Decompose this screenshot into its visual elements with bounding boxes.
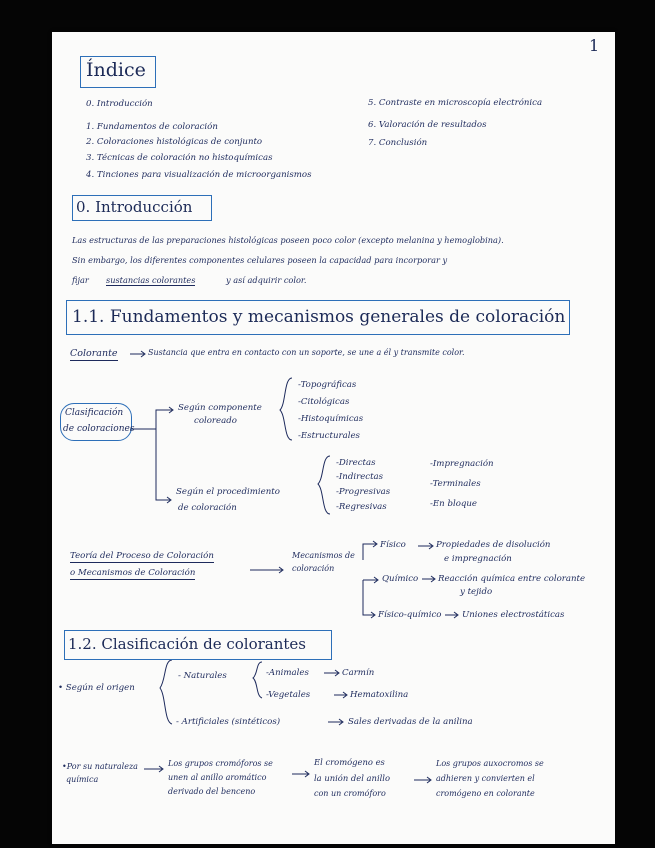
intro-line-3-end: y así adquirir color.	[226, 275, 307, 285]
procedimiento-item: -Regresivas	[336, 502, 387, 512]
colorante-definition: Sustancia que entra en contacto con un soporte, se une a él y transmite color.	[148, 348, 465, 357]
procedimiento-label: de coloración	[178, 503, 237, 513]
teoria-label: o Mecanismos de Coloración	[70, 568, 196, 578]
fisico-result: Propiedades de disolución	[436, 540, 551, 550]
teoria-label: Teoría del Proceso de Coloración	[70, 551, 214, 561]
intro-line-2: Sin embargo, los diferentes componentes celulares poseen la capacidad para incorporar y	[72, 255, 448, 265]
procedimiento-item: -Progresivas	[336, 487, 391, 497]
procedimiento-item: -Indirectas	[336, 472, 384, 482]
fisicoquimico-label: Físico-químico	[378, 610, 442, 620]
notebook-page	[52, 32, 615, 844]
componente-label: Según componente	[178, 403, 262, 413]
carmin-label: Carmín	[342, 668, 375, 678]
section11-title: 1.1. Fundamentos y mecanismos generales de coloración	[72, 307, 566, 327]
list-item: 7. Conclusión	[368, 138, 428, 148]
list-item: 1. Fundamentos de coloración	[86, 122, 218, 132]
cromogeno-text: El cromógeno es	[314, 757, 385, 767]
cromogeno-text: con un cromóforo	[314, 789, 386, 798]
clasificacion-label: Clasificación	[65, 408, 124, 418]
componente-item: -Citológicas	[298, 397, 350, 407]
hematoxilina-label: Hematoxilina	[350, 690, 409, 700]
procedimiento-item: -Directas	[336, 458, 376, 468]
cromoforos-text: Los grupos cromóforos se	[168, 759, 273, 768]
procedimiento-item: -En bloque	[430, 499, 477, 509]
cromogeno-text: la unión del anillo	[314, 773, 391, 783]
componente-label: coloreado	[194, 416, 237, 426]
procedimiento-label: Según el procedimiento	[176, 487, 280, 497]
naturales-label: - Naturales	[178, 671, 227, 681]
quimico-result: y tejido	[460, 587, 493, 597]
intro-underlined: sustancias colorantes	[106, 275, 196, 285]
intro-title: 0. Introducción	[76, 198, 193, 216]
fisicoquimico-result: Uniones electrostáticas	[462, 610, 565, 620]
quimico-label: Químico	[382, 574, 419, 584]
list-item: 6. Valoración de resultados	[368, 120, 487, 130]
quimico-result: Reacción química entre colorante	[438, 574, 586, 584]
fisico-result: e impregnación	[444, 554, 512, 564]
intro-line-3: fijar	[72, 275, 89, 285]
list-item: 2. Coloraciones histológicas de conjunto	[86, 137, 263, 147]
componente-item: -Estructurales	[298, 431, 360, 441]
indice-title: Índice	[86, 59, 146, 81]
colorante-term: Colorante	[70, 348, 118, 359]
anilina-label: Sales derivadas de la anilina	[348, 717, 473, 727]
origen-label: • Según el origen	[58, 683, 135, 693]
procedimiento-item: -Terminales	[430, 479, 481, 489]
page-number: 1	[589, 36, 600, 55]
animales-label: -Animales	[266, 668, 309, 678]
componente-item: -Topográficas	[298, 380, 357, 390]
mecanismos-label: Mecanismos de	[292, 551, 355, 560]
auxocromos-text: cromógeno en colorante	[436, 789, 535, 798]
naturaleza-label: •Por su naturaleza	[62, 762, 138, 771]
list-item: 3. Técnicas de coloración no histoquímicas	[86, 153, 273, 163]
list-item: 4. Tinciones para visualización de microorganismos	[86, 170, 312, 180]
naturaleza-label: química	[66, 775, 99, 784]
mecanismos-label: coloración	[292, 564, 335, 573]
fisico-label: Físico	[380, 540, 406, 550]
procedimiento-item: -Impregnación	[430, 459, 494, 469]
auxocromos-text: adhieren y convierten el	[436, 774, 535, 783]
list-item: 0. Introducción	[86, 99, 153, 109]
cromoforos-text: derivado del benceno	[168, 787, 256, 796]
vegetales-label: -Vegetales	[266, 690, 311, 700]
clasificacion-label: de coloraciones	[63, 424, 135, 434]
intro-line-1: Las estructuras de las preparaciones histológicas poseen poco color (excepto melanina y hemoglobina).	[72, 235, 504, 245]
list-item: 5. Contraste en microscopía electrónica	[368, 98, 543, 108]
auxocromos-text: Los grupos auxocromos se	[436, 759, 544, 768]
cromoforos-text: unen al anillo aromático	[168, 773, 267, 782]
section12-title: 1.2. Clasificación de colorantes	[68, 635, 306, 653]
artificiales-label: - Artificiales (sintéticos)	[176, 717, 281, 727]
componente-item: -Histoquímicas	[298, 414, 364, 424]
